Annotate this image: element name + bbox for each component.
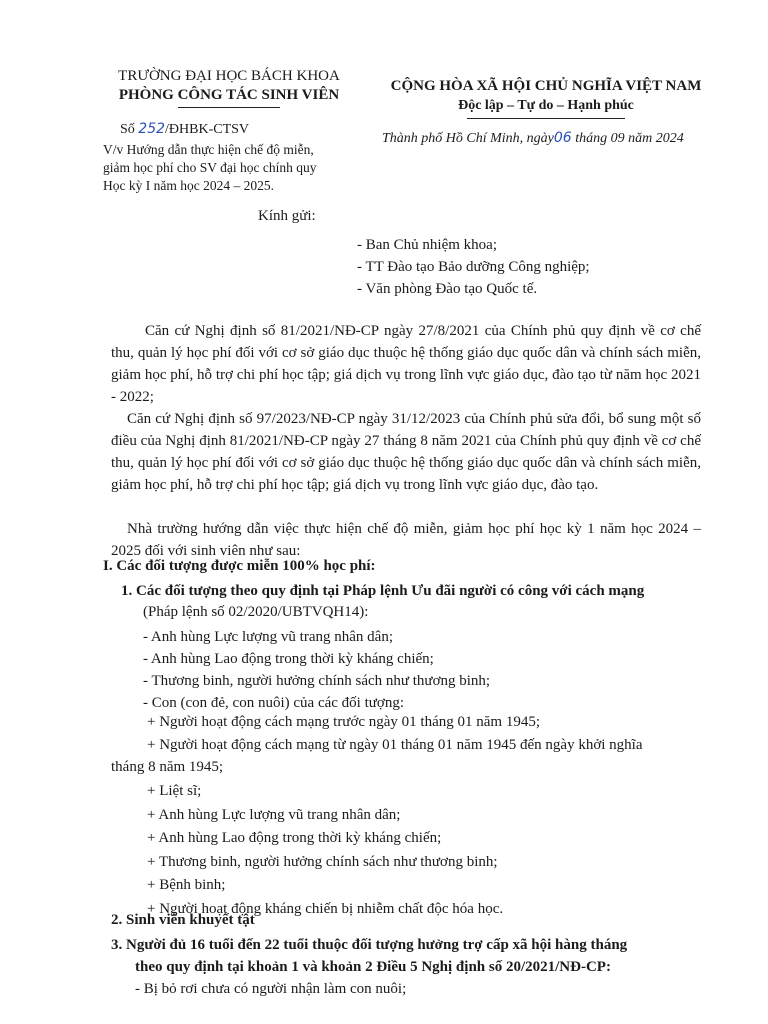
list-item: + Người hoạt động cách mạng từ ngày 01 tháng 01 năm 1945 đến ngày khởi nghĩa [147, 737, 643, 753]
item-1-subtitle: (Pháp lệnh số 02/2020/UBTVQH14): [143, 604, 369, 620]
item-3-title-continuation: theo quy định tại khoản 1 và khoản 2 Điều 5 Nghị định số 20/2021/NĐ-CP: [135, 959, 611, 975]
list-item: - Anh hùng Lao động trong thời kỳ kháng chiến; [143, 651, 434, 667]
item-2-title: 2. Sinh viên khuyết tật [111, 912, 255, 928]
place-date-prefix: Thành phố Hồ Chí Minh, ngày [382, 131, 554, 146]
legal-basis-paragraph-2: Căn cứ Nghị định số 97/2023/NĐ-CP ngày 31/12/2023 của Chính phủ sửa đổi, bổ sung một số điều của Nghị định 81/2021/NĐ-CP ngày 27 tháng 8 năm 2021 của Chính phủ quy định về cơ chế thu, quản lý học phí đối với cơ sở giáo dục thuộc hệ thống giáo dục quốc dân và chính sách miễn, giảm học phí, hỗ trợ chi phí học tập; giá dịch vụ trong lĩnh vực giáo dục, đào tạo. [111, 411, 701, 493]
list-item: - Bị bỏ rơi chưa có người nhận làm con nuôi; [135, 981, 407, 997]
left-header-underline [178, 107, 280, 108]
recipient-item: - Văn phòng Đào tạo Quốc tế. [357, 281, 538, 297]
country-name: CỘNG HÒA XÃ HỘI CHỦ NGHĨA VIỆT NAM [390, 78, 702, 94]
recipients-list [357, 234, 590, 300]
university-name: TRƯỜNG ĐẠI HỌC BÁCH KHOA [118, 68, 340, 84]
recipient-item: - TT Đào tạo Bảo dưỡng Công nghiệp; [357, 259, 590, 275]
list-item: + Liệt sĩ; [147, 783, 202, 799]
date-day-handwritten: 06 [553, 130, 572, 146]
place-date [382, 130, 684, 147]
list-item: + Anh hùng Lao động trong thời kỳ kháng chiến; [147, 830, 442, 846]
list-item: - Con (con đẻ, con nuôi) của các đối tượng: [143, 695, 404, 711]
section-1-title: I. Các đối tượng được miễn 100% học phí: [103, 558, 376, 574]
document-number-suffix: /ĐHBK-CTSV [165, 122, 250, 137]
subject-line: V/v Hướng dẫn thực hiện chế độ miễn, [103, 142, 314, 157]
place-date-suffix: tháng 09 năm 2024 [571, 131, 684, 146]
item-3-title: 3. Người đủ 16 tuổi đến 22 tuổi thuộc đối tượng hưởng trợ cấp xã hội hàng tháng [111, 937, 628, 953]
list-item: + Người hoạt động cách mạng trước ngày 01 tháng 01 năm 1945; [147, 714, 541, 730]
list-item: + Bệnh binh; [147, 877, 226, 893]
document-number-prefix: Số [120, 122, 139, 137]
item-1-dash-list [143, 626, 490, 714]
right-header-underline [467, 118, 625, 119]
item-1-plus-list [147, 780, 503, 921]
legal-basis-paragraph-1: Căn cứ Nghị định số 81/2021/NĐ-CP ngày 27/8/2021 của Chính phủ quy định về cơ chế thu, quản lý học phí đối với cơ sở giáo dục thuộc hệ thống giáo dục quốc dân và chính sách miễn, giảm học phí, hỗ trợ chi phí học tập; giá dịch vụ trong lĩnh vực giáo dục, đào tạo từ năm học 2021 - 2022; [111, 323, 701, 405]
salutation: Kính gửi: [258, 208, 316, 224]
item-1-title: 1. Các đối tượng theo quy định tại Pháp lệnh Ưu đãi người có công với cách mạng [121, 583, 645, 599]
list-item: + Anh hùng Lực lượng vũ trang nhân dân; [147, 806, 401, 823]
list-item-continuation: tháng 8 năm 1945; [111, 759, 224, 775]
motto: Độc lập – Tự do – Hạnh phúc [458, 98, 634, 113]
list-item: - Anh hùng Lực lượng vũ trang nhân dân; [143, 629, 393, 645]
intro-paragraph: Nhà trường hướng dẫn việc thực hiện chế độ miễn, giảm học phí học kỳ 1 năm học 2024 – 2025 đối với sinh viên như sau: [111, 521, 701, 559]
department-name: PHÒNG CÔNG TÁC SINH VIÊN [118, 87, 340, 103]
list-item: + Người hoạt động kháng chiến bị nhiễm chất độc hóa học. [147, 900, 504, 917]
document-number-handwritten: 252 [138, 121, 166, 137]
subject-block [103, 141, 316, 195]
subject-line: Học kỳ I năm học 2024 – 2025. [103, 178, 274, 193]
recipient-item: - Ban Chủ nhiệm khoa; [357, 237, 497, 253]
document-number [120, 121, 249, 138]
list-item: - Thương binh, người hưởng chính sách như thương binh; [143, 673, 491, 689]
list-item: + Thương binh, người hưởng chính sách như thương binh; [147, 853, 498, 870]
subject-line: giảm học phí cho SV đại học chính quy [103, 160, 317, 175]
